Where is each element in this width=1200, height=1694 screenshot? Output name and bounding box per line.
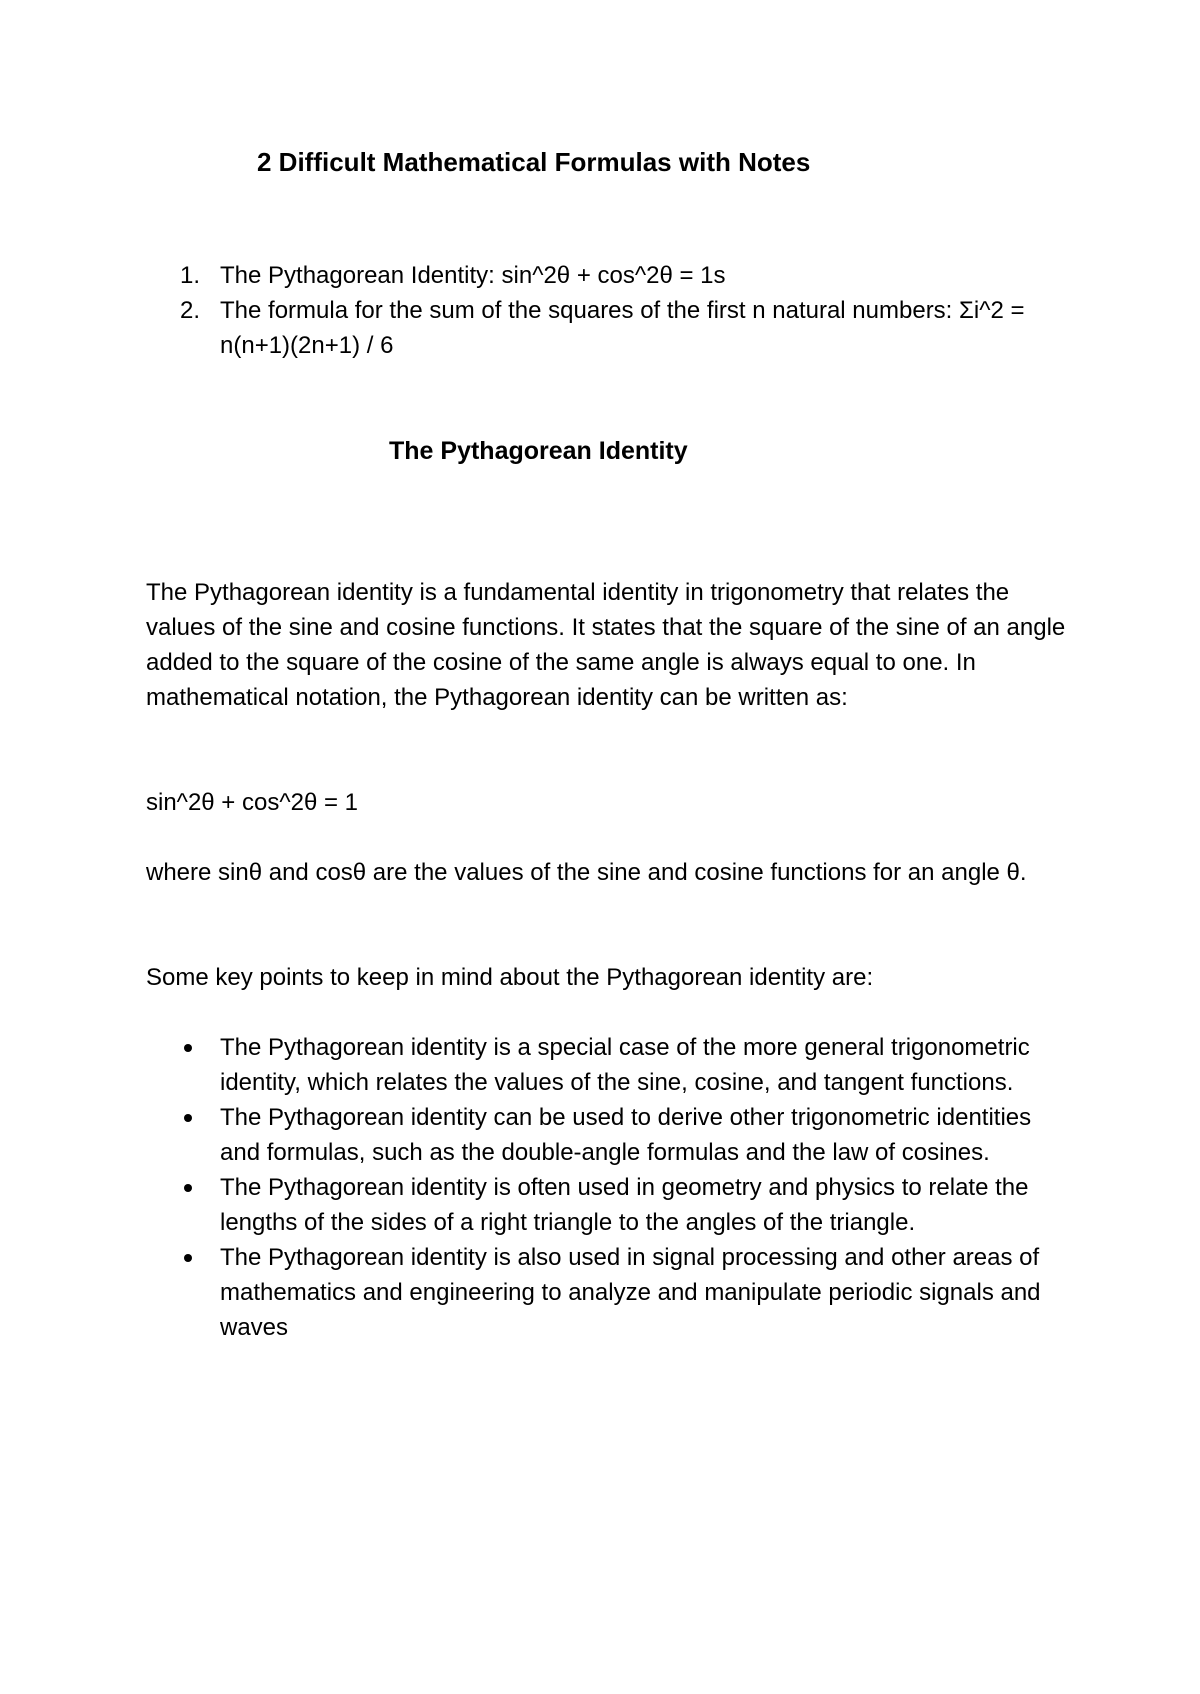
key-point-text: The Pythagorean identity is often used in geometry and physics to relate the lengths of the sides of a right triangle to the angles of the triangle. bbox=[220, 1174, 1029, 1236]
formula-text: The Pythagorean Identity: sin^2θ + cos^2θ = 1s bbox=[220, 262, 726, 289]
key-point-item bbox=[180, 1030, 1060, 1100]
bullet-icon bbox=[184, 1044, 192, 1052]
document-title: 2 Difficult Mathematical Formulas with Notes bbox=[257, 147, 811, 177]
formula-number: 1. bbox=[180, 262, 201, 289]
bullet-icon bbox=[184, 1114, 192, 1122]
key-point-item bbox=[180, 1100, 1060, 1170]
formula-item bbox=[180, 258, 1080, 293]
formula-text: The formula for the sum of the squares of the first n natural numbers: Σi^2 = n(n+1)(2n+1) / 6 bbox=[220, 297, 1025, 359]
formula-item bbox=[180, 293, 1080, 363]
key-point-item bbox=[180, 1240, 1060, 1345]
identity-equation: sin^2θ + cos^2θ = 1 bbox=[146, 789, 358, 816]
section-heading: The Pythagorean Identity bbox=[389, 437, 688, 465]
bullet-icon bbox=[184, 1254, 192, 1262]
intro-paragraph: The Pythagorean identity is a fundamental identity in trigonometry that relates the values of the sine and cosine functions. It states that the square of the sine of an angle added to the square of the cosine of the same angle is always equal to one. In mathematical notation, the Pythagorean identity can be written as: bbox=[146, 579, 1066, 711]
formula-number: 2. bbox=[180, 297, 201, 324]
key-point-item bbox=[180, 1170, 1060, 1240]
bullet-icon bbox=[184, 1184, 192, 1192]
key-point-text: The Pythagorean identity is a special case of the more general trigonometric identity, which relates the values of the sine, cosine, and tangent functions. bbox=[220, 1034, 1030, 1096]
key-points-list bbox=[180, 1030, 1060, 1345]
key-points-intro: Some key points to keep in mind about the Pythagorean identity are: bbox=[146, 964, 874, 991]
key-point-text: The Pythagorean identity can be used to derive other trigonometric identities and formulas, such as the double-angle formulas and the law of cosines. bbox=[220, 1104, 1032, 1166]
formula-list bbox=[180, 258, 1080, 363]
key-point-text: The Pythagorean identity is also used in signal processing and other areas of mathematics and engineering to analyze and manipulate periodic signals and waves bbox=[220, 1244, 1041, 1341]
where-paragraph: where sinθ and cosθ are the values of the sine and cosine functions for an angle θ. bbox=[146, 859, 1027, 886]
